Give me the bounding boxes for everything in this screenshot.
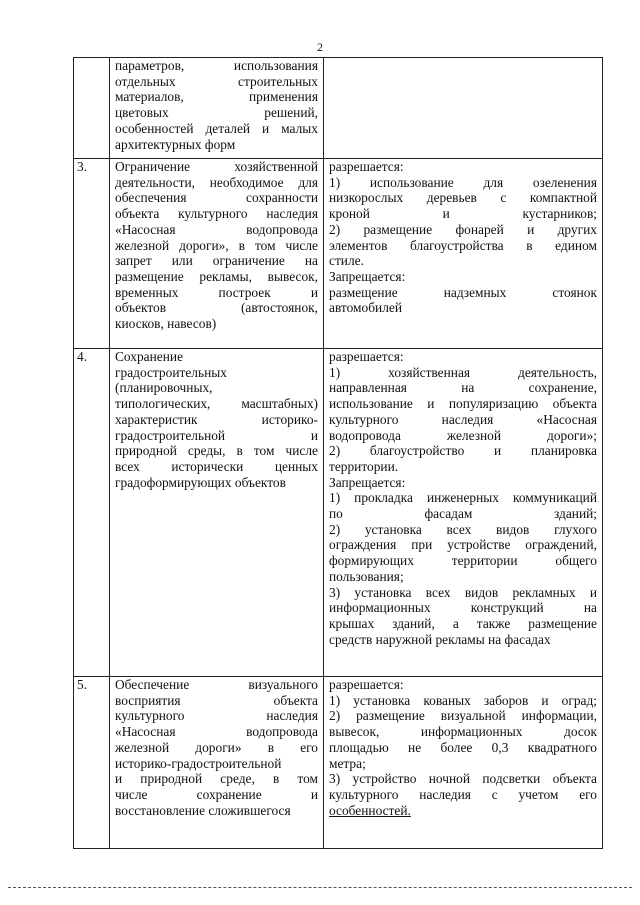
regulation-line: водопровода железной дороги»; (329, 427, 597, 443)
regulation-line: использование и популяризацию объекта (329, 396, 597, 412)
requirement-cell (110, 349, 324, 677)
requirement-line: градоформирующих объектов (115, 474, 286, 490)
regulation-line: 2) размещение фонарей и других (329, 221, 597, 237)
regulation-cell (324, 349, 603, 677)
regulation-line: средств наружной рекламы на фасадах (329, 631, 551, 647)
regulation-line: разрешается: (329, 159, 404, 174)
regulation-line: размещение надземных стоянок (329, 284, 597, 300)
requirement-line: всех исторически ценных (115, 458, 318, 474)
row-number: 3. (74, 159, 110, 349)
requirement-line: природной среды, в том числе (115, 443, 318, 459)
requirement-line: историко-градостроительной (115, 755, 282, 771)
requirement-line: градостроительной и (115, 427, 318, 443)
requirement-cell (110, 58, 324, 159)
requirement-line: восприятия объекта (115, 692, 318, 708)
requirement-line: «Насосная водопровода (115, 724, 318, 740)
regulation-line: Запрещается: (329, 268, 406, 284)
regulation-line: элементов благоустройства в едином (329, 237, 597, 253)
requirement-line: Ограничение хозяйственной (115, 159, 318, 174)
requirement-line: деятельности, необходимое для (115, 174, 318, 190)
requirement-line: отдельных строительных (115, 73, 318, 89)
table-row (74, 349, 603, 677)
regulation-line: автомобилей (329, 300, 402, 316)
requirement-line: и природной среде, в том (115, 771, 318, 787)
regulation-line: культурного наследия «Насосная (329, 411, 597, 427)
row-number: 5. (74, 677, 110, 849)
row-number (74, 58, 110, 159)
requirement-line: железной дороги» в его (115, 739, 318, 755)
regulation-line: направленная на сохранение, (329, 380, 597, 396)
page-number: 2 (317, 40, 323, 54)
regulation-line: особенностей. (329, 802, 411, 818)
regulation-line: стиле. (329, 253, 364, 269)
regulation-line: метра; (329, 755, 366, 771)
requirement-line: типологических, масштабных) (115, 396, 318, 412)
requirement-line: цветовых решений, (115, 105, 318, 121)
footer-divider (8, 887, 632, 888)
requirement-line: запрет или ограничение на (115, 253, 318, 269)
regulation-line: по фасадам зданий; (329, 506, 597, 522)
table-row (74, 58, 603, 159)
requirement-line: Сохранение (115, 349, 184, 364)
regulation-line: вывесок, информационных досок (329, 724, 597, 740)
requirement-cell (110, 677, 324, 849)
regulation-line: площадью не более 0,3 квадратного (329, 739, 597, 755)
requirement-line: особенностей деталей и малых (115, 120, 318, 136)
requirement-line: объекта культурного наследия (115, 206, 318, 222)
requirement-line: характеристик историко- (115, 411, 318, 427)
requirement-line: культурного наследия (115, 708, 318, 724)
requirement-line: обеспечения сохранности (115, 190, 318, 206)
requirement-line: материалов, применения (115, 89, 318, 105)
regulation-line: 1) прокладка инженерных коммуникаций (329, 490, 597, 506)
table-row (74, 677, 603, 849)
regulations-table (73, 57, 603, 849)
regulation-line: формирующих территории общего (329, 553, 597, 569)
regulation-line: 1) установка кованых заборов и оград; (329, 692, 597, 708)
regulation-line: крышах зданий, а также размещение (329, 615, 597, 631)
regulation-cell (324, 58, 603, 159)
table-row (74, 159, 603, 349)
regulation-line: пользования; (329, 568, 404, 584)
requirement-line: архитектурных форм (115, 136, 236, 152)
regulation-line: 2) благоустройство и планировка (329, 443, 597, 459)
table-body (74, 58, 603, 849)
regulation-line: Запрещается: (329, 474, 406, 490)
regulation-line: низкорослых деревьев с компактной (329, 190, 597, 206)
requirement-line: размещение рекламы, вывесок, (115, 268, 318, 284)
row-number: 4. (74, 349, 110, 677)
requirement-line: временных построек и (115, 284, 318, 300)
regulation-cell (324, 677, 603, 849)
requirement-cell (110, 159, 324, 349)
requirement-line: градостроительных (115, 364, 227, 380)
regulation-line: культурного наследия с учетом его (329, 786, 597, 802)
regulation-line: 2) размещение визуальной информации, (329, 708, 597, 724)
regulation-line: территории. (329, 458, 399, 474)
requirement-line: объектов (автостоянок, (115, 300, 318, 316)
requirement-line: железной дороги», в том числе (115, 237, 318, 253)
requirement-line: (планировочных, (115, 380, 213, 396)
requirement-line: киосков, навесов) (115, 316, 217, 332)
requirement-line: восстановление сложившегося (115, 802, 291, 818)
requirement-line: Обеспечение визуального (115, 677, 318, 692)
regulation-line: разрешается: (329, 349, 404, 364)
regulation-line: ограждения при устройстве ограждений, (329, 537, 597, 553)
requirement-line: параметров, использования (115, 58, 318, 73)
regulation-line: кроной и кустарников; (329, 206, 597, 222)
regulation-line: 3) устройство ночной подсветки объекта (329, 771, 597, 787)
regulation-cell (324, 159, 603, 349)
regulation-line: разрешается: (329, 677, 404, 692)
requirement-line: числе сохранение и (115, 786, 318, 802)
regulation-line: 2) установка всех видов глухого (329, 521, 597, 537)
requirement-line: «Насосная водопровода (115, 221, 318, 237)
regulation-line: 1) использование для озеленения (329, 174, 597, 190)
regulation-line: 1) хозяйственная деятельность, (329, 364, 597, 380)
regulation-line: 3) установка всех видов рекламных и (329, 584, 597, 600)
regulation-line: информационных конструкций на (329, 600, 597, 616)
